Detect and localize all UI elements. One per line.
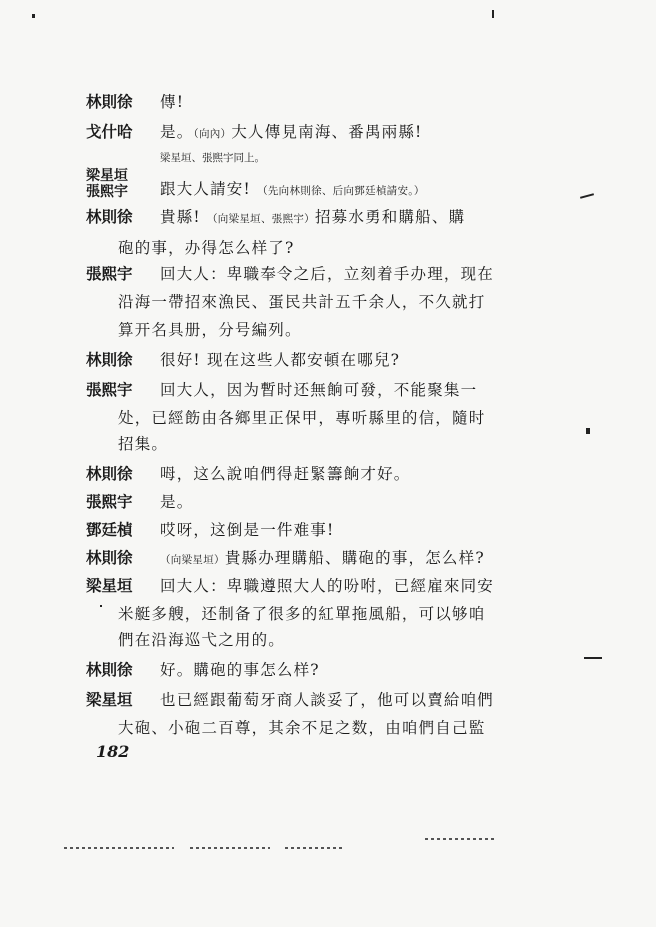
scan-noise	[285, 847, 345, 849]
speaker-name: 張熙宇	[86, 492, 133, 511]
speech-text: 回大人：卑職奉令之后，立刻着手办理，现在	[160, 265, 495, 283]
speech-text: 处，已經飭由各鄉里正保甲，專听縣里的信，隨时	[118, 409, 486, 427]
speech-text: 呣，这么說咱們得赶緊籌餉才好。	[160, 465, 411, 483]
scan-speck	[492, 10, 494, 18]
speech-text-a: 貴縣办理購船、購砲的事，怎么样?	[224, 549, 485, 567]
scan-speck	[586, 428, 590, 434]
speech-text: 是。	[160, 493, 194, 511]
speaker-name: 張熙宇	[86, 264, 133, 283]
speech-text	[160, 177, 425, 199]
speech-text: 很好! 现在这些人都安頓在哪兒?	[160, 351, 401, 369]
speaker-name: 梁星垣	[86, 690, 133, 709]
speech-text: 哎呀，这倒是一件难事!	[160, 521, 335, 539]
speech-text	[160, 205, 465, 227]
stage-direction: 梁星垣、張熙宇同上。	[160, 152, 265, 164]
speaker-name: 梁星垣	[86, 576, 133, 595]
speech-text: 砲的事，办得怎么样了?	[118, 239, 295, 257]
speaker-name: 梁星垣	[86, 168, 128, 184]
stage-note: （向梁星垣）	[160, 554, 225, 566]
speech-text: 們在沿海巡弋之用的。	[118, 631, 286, 649]
speech-text-a: 跟大人請安!	[160, 180, 251, 198]
scan-speck	[32, 14, 35, 18]
speaker-name: 林則徐	[86, 660, 133, 679]
speech-text: 大砲、小砲二百尊，其余不足之数，由咱們自己監	[118, 719, 486, 737]
speech-text-a: 貴縣!	[160, 208, 201, 226]
speech-text: 回大人：卑職遵照大人的吩咐，已經雇來同安	[160, 577, 495, 595]
paired-speakers	[86, 168, 128, 200]
speech-text-b: 大人傳見南海、番禺兩縣!	[231, 123, 423, 141]
speaker-name: 林則徐	[86, 464, 133, 483]
speaker-name: 林則徐	[86, 548, 133, 567]
speech-text: 算开名具册，分号編列。	[118, 321, 302, 339]
speech-text	[160, 120, 423, 142]
speech-text: 沿海一帶招來漁民、蛋民共計五千余人，不久就打	[118, 293, 486, 311]
scan-speck	[580, 193, 594, 199]
speaker-name: 張熙宇	[86, 380, 133, 399]
speaker-name: 鄧廷楨	[86, 520, 133, 539]
speech-text-b: 招募水勇和購船、購	[314, 208, 466, 226]
speech-text: 米艇多艘，还制备了很多的紅單拖風船，可以够咱	[118, 605, 486, 623]
speech-text: 也已經跟葡萄牙商人談妥了，他可以賣給咱們	[160, 691, 495, 709]
scan-speck	[584, 657, 602, 659]
speaker-name: 林則徐	[86, 207, 133, 226]
scan-noise	[425, 838, 495, 840]
scan-speck	[100, 605, 102, 607]
speech-text: 回大人，因为暫时还無餉可發，不能聚集一	[160, 381, 478, 399]
stage-note: （向梁星垣、張熙宇）	[206, 213, 315, 225]
page-number: 182	[96, 742, 130, 761]
speaker-name: 林則徐	[86, 92, 133, 111]
scan-noise	[64, 847, 174, 849]
stage-note: （先向林則徐、后向鄧廷楨請安。）	[257, 185, 425, 197]
speaker-name: 林則徐	[86, 350, 133, 369]
speech-text	[160, 546, 485, 568]
speech-text: 傳!	[160, 93, 185, 111]
speaker-name: 張熙宇	[86, 184, 128, 200]
stage-note: （向內）	[193, 128, 232, 140]
speech-text-a: 是。	[160, 123, 194, 141]
speech-text: 好。購砲的事怎么样?	[160, 661, 320, 679]
scan-noise	[190, 847, 270, 849]
speech-text: 招集。	[118, 435, 169, 453]
speaker-name: 戈什哈	[86, 122, 133, 141]
